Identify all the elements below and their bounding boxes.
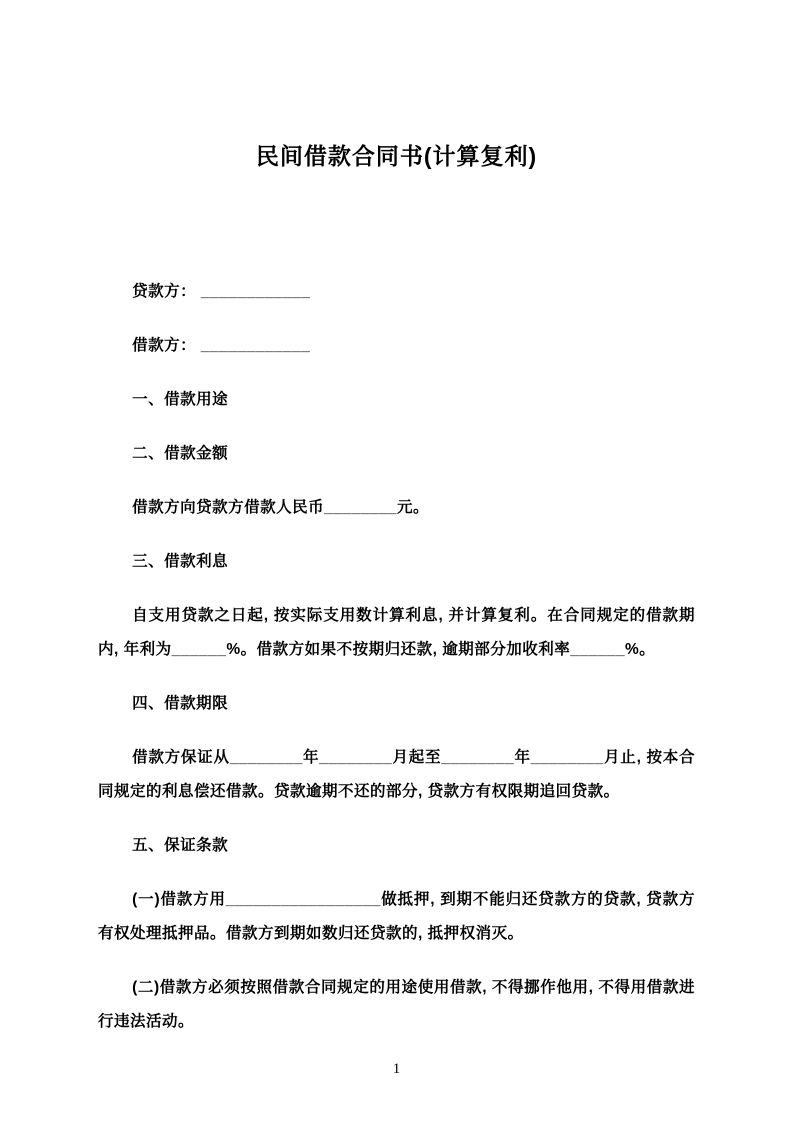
paragraph-amount: 借款方向贷款方借款人民币________元。 — [132, 499, 430, 516]
paragraph-interest: 自支用贷款之日起, 按实际支用数计算利息, 并计算复利。在合同规定的借款期内, 年利为______%。借款方如果不按期归还款, 逾期部分加收利率______%。 — [98, 607, 695, 658]
page-number: 1 — [392, 1061, 401, 1077]
paragraph-guarantee-2: (二)借款方必须按照借款合同规定的用途使用借款, 不得挪作他用, 不得用借款进行违法活动。 — [98, 979, 695, 1030]
paragraph-term: 借款方保证从________年________月起至________年________月止, 按本合同规定的利息偿还借款。贷款逾期不还的部分, 贷款方有权限期追回贷款。 — [98, 749, 695, 800]
section-heading-purpose: 一、借款用途 — [132, 391, 229, 408]
contract-title: 民间借款合同书(计算复利) — [255, 143, 538, 169]
section-heading-amount: 二、借款金额 — [132, 445, 229, 462]
paragraph-guarantee-1: (一)借款方用_________________做抵押, 到期不能归还贷款方的贷款, 贷款方有权处理抵押品。借款方到期如数归还贷款的, 抵押权消灭。 — [98, 891, 695, 942]
section-heading-interest: 三、借款利息 — [132, 553, 229, 570]
section-heading-guarantee: 五、保证条款 — [132, 837, 229, 854]
section-heading-term: 四、借款期限 — [132, 695, 229, 712]
borrower-field-line: 借款方： ____________ — [132, 337, 311, 354]
lender-field-line: 贷款方： ____________ — [132, 283, 311, 300]
